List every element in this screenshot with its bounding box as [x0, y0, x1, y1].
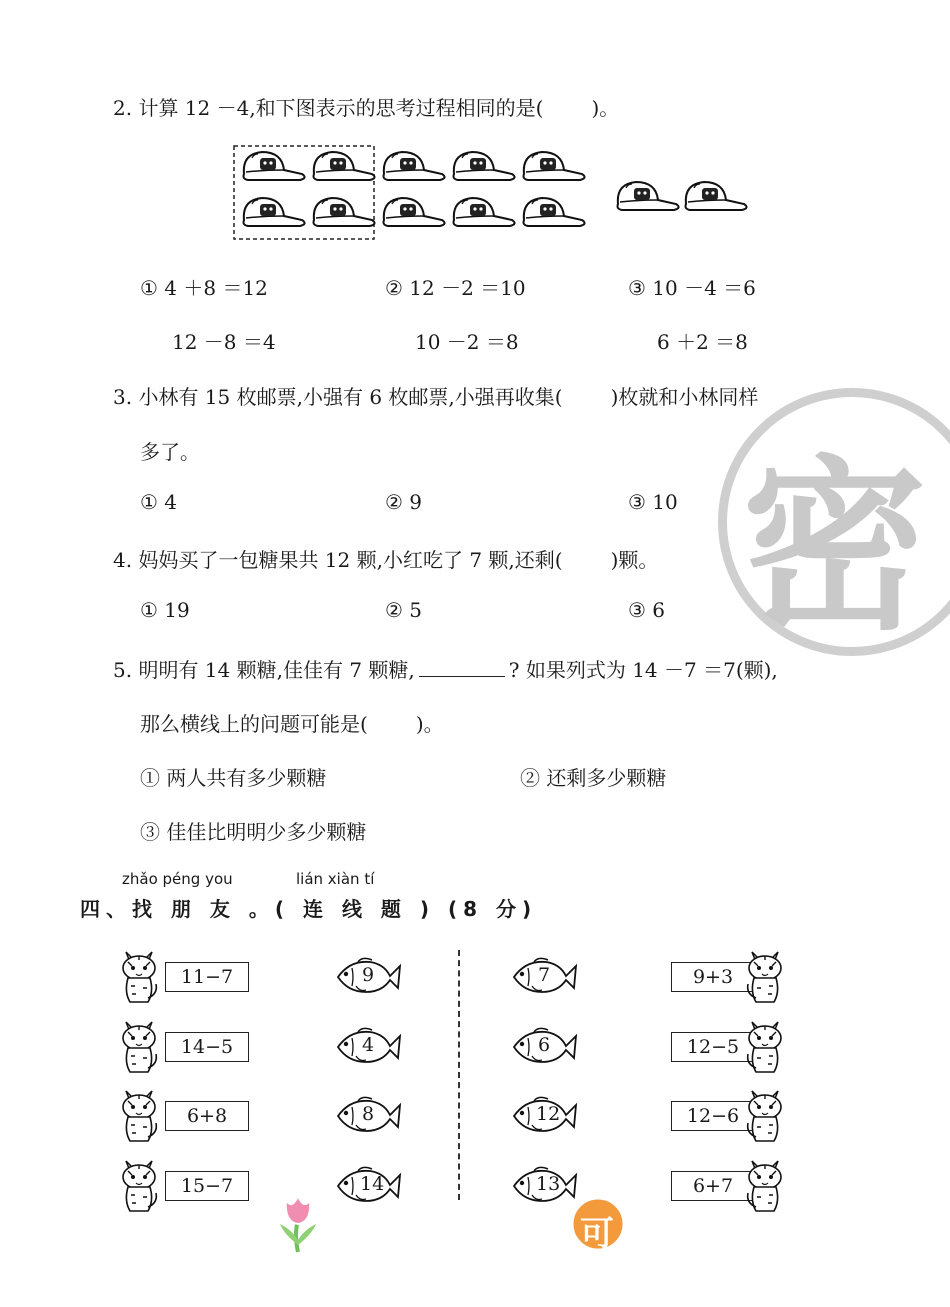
expression-box[interactable]: 11−7	[165, 962, 249, 992]
fish-number: 9	[361, 964, 375, 986]
q3-stem	[113, 381, 758, 410]
kitten-icon	[118, 1085, 162, 1145]
fish-answer[interactable]	[508, 1095, 578, 1137]
fish-number: 4	[361, 1034, 375, 1056]
caps-illustration	[228, 140, 758, 245]
tulip-icon	[280, 1196, 316, 1252]
pinyin-annotation: zhǎo péng you	[122, 870, 233, 888]
fish-number: 6	[537, 1034, 551, 1056]
q5-stem-text: 5. 明明有 14 颗糖,佳佳有 7 颗糖,	[113, 658, 415, 682]
q2-stem-end: )。	[591, 96, 620, 120]
cap-icon	[384, 152, 445, 180]
cap-icon	[454, 198, 515, 226]
q3-stem-continued: 多了。	[140, 440, 200, 464]
q2-option-2-line2: 10 －2 ＝8	[415, 330, 519, 354]
fish-number: 12	[536, 1103, 561, 1125]
banner-badge-text: 可	[580, 1214, 614, 1254]
q5-stem-continued	[140, 708, 444, 737]
answer-blank-line[interactable]	[419, 676, 505, 677]
kitten-icon	[742, 1085, 786, 1145]
cap-icon	[618, 182, 679, 210]
q5-option-3[interactable]: ③ 佳佳比明明少多少颗糖	[140, 820, 367, 844]
expression-box[interactable]: 6+7	[671, 1171, 755, 1201]
q5-stem-text-2: 那么横线上的问题可能是(	[140, 712, 368, 736]
q5-stem-mid: ? 如果列式为 14 －7 ＝7(颗),	[508, 658, 778, 682]
cap-icon	[244, 198, 305, 226]
q2-option-1-line2: 12 －8 ＝4	[172, 330, 276, 354]
q5-stem-end: )。	[415, 712, 444, 736]
q4-stem-end: )颗。	[610, 548, 659, 572]
expression-box[interactable]: 9+3	[671, 962, 755, 992]
q3-option-2[interactable]: ② 9	[385, 490, 423, 514]
banner-text-2: 打印	[642, 1205, 747, 1265]
kitten-icon	[118, 1016, 162, 1076]
fish-answer[interactable]	[332, 956, 402, 998]
q3-option-1[interactable]: ① 4	[140, 490, 178, 514]
q4-option-2[interactable]: ② 5	[385, 598, 423, 622]
q3-option-3[interactable]: ③ 10	[628, 490, 678, 514]
kitten-icon	[742, 946, 786, 1006]
cap-icon	[384, 198, 445, 226]
expression-box[interactable]: 12−5	[671, 1032, 755, 1062]
kitten-icon	[118, 1155, 162, 1215]
stamp-character: 密	[742, 439, 927, 655]
expression-box[interactable]: 14−5	[165, 1032, 249, 1062]
q4-stem-text: 4. 妈妈买了一包糖果共 12 颗,小红吃了 7 颗,还剩(	[113, 548, 563, 572]
fish-number: 13	[536, 1173, 561, 1195]
cap-icon	[686, 182, 747, 210]
q4-stem	[113, 544, 658, 573]
q2-stem-text: 2. 计算 12 －4,和下图表示的思考过程相同的是(	[113, 96, 544, 120]
cap-icon	[454, 152, 515, 180]
cap-icon	[524, 198, 585, 226]
fish-answer[interactable]	[508, 1026, 578, 1068]
q2-option-3-line2: 6 ＋2 ＝8	[657, 330, 748, 354]
fish-answer[interactable]	[332, 1026, 402, 1068]
fish-number: 8	[361, 1103, 375, 1125]
expression-box[interactable]: 6+8	[165, 1101, 249, 1131]
q5-option-2[interactable]: ② 还剩多少颗糖	[520, 766, 667, 790]
q2-stem	[113, 92, 619, 121]
section-title: 四、找 朋 友 。( 连 线 题 ) (8 分)	[80, 897, 538, 921]
cap-icon	[314, 152, 375, 180]
fish-number: 14	[360, 1173, 385, 1195]
column-divider	[458, 950, 460, 1200]
q3-stem-mid: )枚就和小林同样	[610, 385, 759, 409]
q2-option-2[interactable]: ② 12 －2 ＝10	[385, 276, 526, 300]
kitten-icon	[742, 1016, 786, 1076]
q5-option-1[interactable]: ① 两人共有多少颗糖	[140, 766, 327, 790]
kitten-icon	[118, 946, 162, 1006]
expression-box[interactable]: 15−7	[165, 1171, 249, 1201]
fish-answer[interactable]	[332, 1095, 402, 1137]
cap-icon	[314, 198, 375, 226]
expression-box[interactable]: 12−6	[671, 1101, 755, 1131]
cap-icon	[244, 152, 305, 180]
q5-stem	[113, 654, 778, 683]
q4-option-3[interactable]: ③ 6	[628, 598, 666, 622]
pinyin-annotation: lián xiàn tí	[296, 870, 375, 888]
q2-option-1[interactable]: ① 4 ＋8 ＝12	[140, 276, 268, 300]
fish-answer[interactable]	[508, 956, 578, 998]
cap-icon	[524, 152, 585, 180]
banner-text-1: 电子版	[322, 1205, 479, 1265]
fish-number: 7	[537, 964, 551, 986]
q2-option-3[interactable]: ③ 10 －4 ＝6	[628, 276, 756, 300]
q3-stem-text: 3. 小林有 15 枚邮票,小强有 6 枚邮票,小强再收集(	[113, 385, 563, 409]
q4-option-1[interactable]: ① 19	[140, 598, 190, 622]
